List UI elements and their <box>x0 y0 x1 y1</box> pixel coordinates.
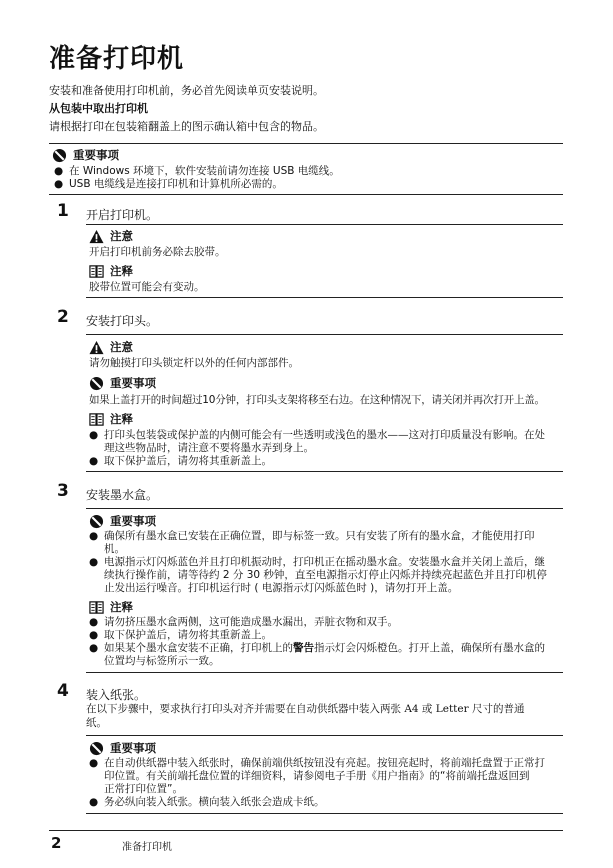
important-heading <box>89 375 156 391</box>
warning-icon <box>89 229 104 244</box>
note-heading <box>89 599 133 615</box>
list-item: ● 务必纵向装入纸张。横向装入纸张会造成卡纸。 <box>89 796 325 808</box>
important-heading <box>52 147 119 163</box>
list-item: ● 如果某个墨水盒安装不正确，打印机上的警告指示灯会闪烁橙色。打开上盖，确保所有墨水盒的 <box>89 642 545 654</box>
prohibited-icon <box>89 376 104 391</box>
note-text: 胶带位置可能会有变动。 <box>89 281 205 293</box>
note-book-icon <box>89 264 104 279</box>
body-line: 在以下步骤中，要求执行打印头对齐并需要在自动供纸器中装入两张 A4 或 Letter 尺寸的普通 <box>86 703 525 715</box>
important-label: 重要事项 <box>73 148 119 162</box>
caution-text: 开启打印机前务必除去胶带。 <box>89 246 226 258</box>
list-item: ● 请勿挤压墨水盒两侧，这可能造成墨水漏出，弄脏衣物和双手。 <box>89 616 398 628</box>
warning-icon <box>89 340 104 355</box>
important-label: 重要事项 <box>110 376 156 390</box>
step-text: 安装墨水盒。 <box>86 488 159 502</box>
divider <box>86 224 563 225</box>
divider <box>86 672 563 673</box>
note-label: 注释 <box>110 600 133 614</box>
footer-divider <box>49 830 563 831</box>
prohibited-icon <box>89 514 104 529</box>
step-text: 开启打印机。 <box>86 208 159 222</box>
intro-text: 安装和准备使用打印机前，务必首先阅读单页安装说明。 <box>49 84 324 97</box>
list-item: 续执行操作前，请等待约 2 分 30 秒钟，直至电源指示灯停止闪烁并持续亮起蓝色并且打印机停 <box>104 569 547 581</box>
step-number: 1 <box>57 201 69 221</box>
list-item: ● 取下保护盖后，请勿将其重新盖上。 <box>89 629 272 641</box>
list-item: 机。 <box>104 543 125 555</box>
prohibited-icon <box>52 148 67 163</box>
list-item: ● 在 Windows 环境下，软件安装前请勿连接 USB 电缆线。 <box>54 165 340 177</box>
divider <box>49 194 563 195</box>
divider <box>86 334 563 335</box>
important-text: 如果上盖打开的时间超过10分钟，打印头支架将移至右边。在这种情况下，请关闭并再次打开上盖。 <box>89 394 545 406</box>
divider <box>86 471 563 472</box>
divider <box>86 508 563 509</box>
note-label: 注释 <box>110 264 133 278</box>
caution-label: 注意 <box>110 340 133 354</box>
note-heading <box>89 263 133 279</box>
page-title: 准备打印机 <box>49 44 185 74</box>
note-label: 注释 <box>110 412 133 426</box>
list-item: ● 取下保护盖后，请勿将其重新盖上。 <box>89 455 272 467</box>
note-heading <box>89 411 133 427</box>
important-heading <box>89 513 156 529</box>
important-label: 重要事项 <box>110 741 156 755</box>
step-number: 2 <box>57 307 69 327</box>
step-text: 安装打印头。 <box>86 314 159 328</box>
important-heading <box>89 740 156 756</box>
list-item: 正常打印位置”。 <box>104 783 183 795</box>
list-item: ● USB 电缆线是连接打印机和计算机所必需的。 <box>54 178 283 190</box>
prohibited-icon <box>89 741 104 756</box>
divider <box>86 735 563 736</box>
list-item: 理这些物品时，请注意不要将墨水弄到身上。 <box>104 442 314 454</box>
step-number: 3 <box>57 481 69 501</box>
page-number: 2 <box>51 834 62 852</box>
caution-label: 注意 <box>110 229 133 243</box>
divider <box>86 297 563 298</box>
list-item: ● 确保所有墨水盒已安装在正确位置，即与标签一致。只有安装了所有的墨水盒，才能使用打印 <box>89 530 535 542</box>
list-item: ● 打印头包装袋或保护盖的内侧可能会有一些透明或浅色的墨水——这对打印质量没有影响。在处 <box>89 429 545 441</box>
caution-heading <box>89 228 133 244</box>
list-item: ● 电源指示灯闪烁蓝色并且打印机振动时，打印机正在摇动墨水盒。安装墨水盒并关闭上盖后，继 <box>89 556 545 568</box>
list-item: 止发出运行噪音。打印机运行时 ( 电源指示灯闪烁蓝色时 )，请勿打开上盖。 <box>104 582 459 594</box>
list-item: ● 在自动供纸器中装入纸张时，确保前端供纸按钮没有亮起。按钮亮起时，将前端托盘置于正常打 <box>89 757 545 769</box>
divider <box>49 143 563 144</box>
unpack-text: 请根据打印在包装箱翻盖上的图示确认箱中包含的物品。 <box>49 120 324 133</box>
important-label: 重要事项 <box>110 514 156 528</box>
body-line: 纸。 <box>86 717 107 729</box>
note-book-icon <box>89 412 104 427</box>
caution-text: 请勿触摸打印头锁定杆以外的任何内部部件。 <box>89 357 299 369</box>
list-item: 位置均与标签所示一致。 <box>104 655 220 667</box>
note-book-icon <box>89 600 104 615</box>
divider <box>86 813 563 814</box>
step-number: 4 <box>57 681 69 701</box>
list-item: 印位置。有关前端托盘位置的详细资料，请参阅电子手册《用户指南》的“将前端托盘返回到 <box>104 770 530 782</box>
step-text: 装入纸张。 <box>86 688 147 702</box>
footer-title: 准备打印机 <box>122 842 172 853</box>
unpack-heading: 从包装中取出打印机 <box>49 102 148 115</box>
caution-heading <box>89 339 133 355</box>
